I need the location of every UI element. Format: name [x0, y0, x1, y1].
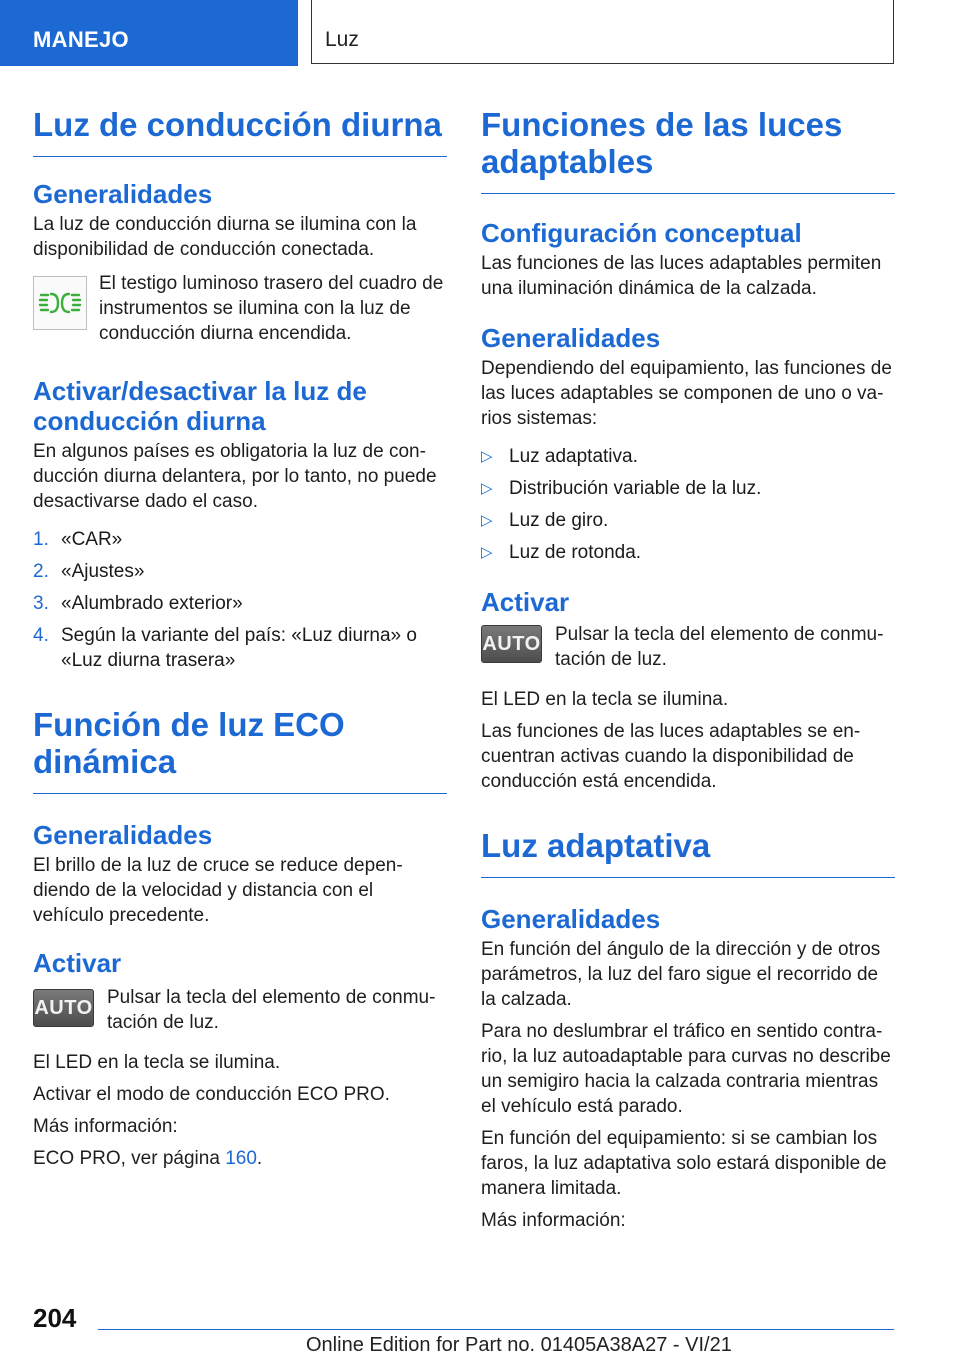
- al-text-3: En función del equipamiento: si se cambian los faros, la luz adaptativa solo estará disponible de manera limitada.: [481, 1128, 887, 1199]
- adaptive-light-title: Luz adaptativa: [481, 827, 895, 878]
- section-label: MANEJO: [33, 27, 129, 52]
- page-number: 204: [33, 1303, 77, 1333]
- list-item: 3. «Alumbrado exterior»: [33, 593, 243, 614]
- section-tab: [0, 0, 298, 66]
- auto-row: [481, 622, 895, 672]
- general-text: Dependiendo del equipamiento, las funciones de las luces adaptables se componen de uno o varios sistemas:: [481, 358, 892, 429]
- eco-more-info: Más información:: [33, 1116, 178, 1137]
- eco-general-heading: Generalidades: [33, 820, 213, 850]
- auto-button-icon: AUTO: [481, 625, 542, 663]
- triangle-right-icon: ▷: [481, 480, 493, 497]
- drl-general-heading: Generalidades: [33, 179, 213, 209]
- drl-toggle-heading: Activar/desactivar la luz de conducción diurna: [33, 376, 367, 436]
- eco-activate-heading: Activar: [33, 948, 122, 978]
- systems-list: [481, 444, 895, 565]
- drl-indicator-text: El testigo luminoso trasero del cuadro de instrumentos se ilumina con la luz de conducción diurna encendida.: [99, 273, 444, 344]
- chapter-header: [311, 0, 894, 64]
- drl-toggle-text: En algunos países es obligatoria la luz de conducción diurna delantera, por lo tanto, no puede desactivarse dado el caso.: [33, 441, 437, 512]
- eco-ref: ECO PRO, ver página 160.: [33, 1148, 263, 1169]
- list-item: 2. «Ajustes»: [33, 561, 145, 582]
- auto-button-icon: AUTO: [33, 989, 94, 1027]
- eco-activate-text: Pulsar la tecla del elemento de conmutación de luz.: [107, 987, 436, 1033]
- eco-auto-row: [33, 985, 447, 1035]
- right-column: [481, 100, 895, 1233]
- drl-indicator-row: [33, 271, 447, 346]
- chapter-title: Luz: [325, 28, 359, 51]
- active-text: Las funciones de las luces adaptables se encuentran activas cuando la disponibilidad de conducción está encendida.: [481, 721, 861, 792]
- adaptive-functions-title: Funciones de las luces adaptables: [481, 106, 895, 194]
- triangle-right-icon: ▷: [481, 512, 493, 529]
- al-general-heading: Generalidades: [481, 904, 661, 934]
- list-item: 4. Según la variante del país: «Luz diurna» o «Luz diurna trasera»: [33, 625, 417, 671]
- list-item: ▷ Distribución variable de la luz.: [481, 478, 762, 499]
- eco-general-text: El brillo de la luz de cruce se reduce dependiendo de la velocidad y distancia con el vehículo precedente.: [33, 855, 403, 926]
- drl-title: Luz de conducción diurna: [33, 106, 447, 157]
- triangle-right-icon: ▷: [481, 544, 493, 561]
- list-item: ▷ Luz de giro.: [481, 510, 609, 531]
- edition-text: Online Edition for Part no. 01405A38A27 - VI/21: [306, 1334, 732, 1356]
- eco-title: Función de luz ECO dinámica: [33, 706, 447, 794]
- al-more-info: Más información:: [481, 1210, 626, 1231]
- concept-text: Las funciones de las luces adaptables permiten una iluminación dinámica de la calzada.: [481, 253, 882, 299]
- footer-divider: [98, 1329, 894, 1330]
- al-text-1: En función del ángulo de la dirección y de otros parámetros, la luz del faro sigue el recorrido de la calzada.: [481, 939, 881, 1010]
- left-column: [33, 100, 447, 1171]
- daytime-running-light-icon: [33, 276, 87, 330]
- al-text-2: Para no deslumbrar el tráfico en sentido contrario, la luz autoadaptable para curvas no describe un semigiro hacia la calzada contraria mientras el vehículo está parado.: [481, 1021, 891, 1117]
- triangle-right-icon: ▷: [481, 448, 493, 465]
- list-item: ▷ Luz de rotonda.: [481, 542, 642, 563]
- page-link[interactable]: 160: [225, 1148, 257, 1169]
- concept-heading: Configuración conceptual: [481, 218, 802, 248]
- steps-list: [33, 527, 447, 673]
- activate-heading: Activar: [481, 587, 570, 617]
- drl-general-text: La luz de conducción diurna se ilumina con la disponibilidad de conducción conectada.: [33, 214, 417, 260]
- led-text: El LED en la tecla se ilumina.: [481, 689, 729, 710]
- activate-text: Pulsar la tecla del elemento de conmutación de luz.: [555, 624, 884, 670]
- eco-led-text: El LED en la tecla se ilumina.: [33, 1052, 281, 1073]
- general-heading: Generalidades: [481, 323, 661, 353]
- list-item: 1. «CAR»: [33, 529, 123, 550]
- eco-mode-text: Activar el modo de conducción ECO PRO.: [33, 1084, 390, 1105]
- list-item: ▷ Luz adaptativa.: [481, 446, 638, 467]
